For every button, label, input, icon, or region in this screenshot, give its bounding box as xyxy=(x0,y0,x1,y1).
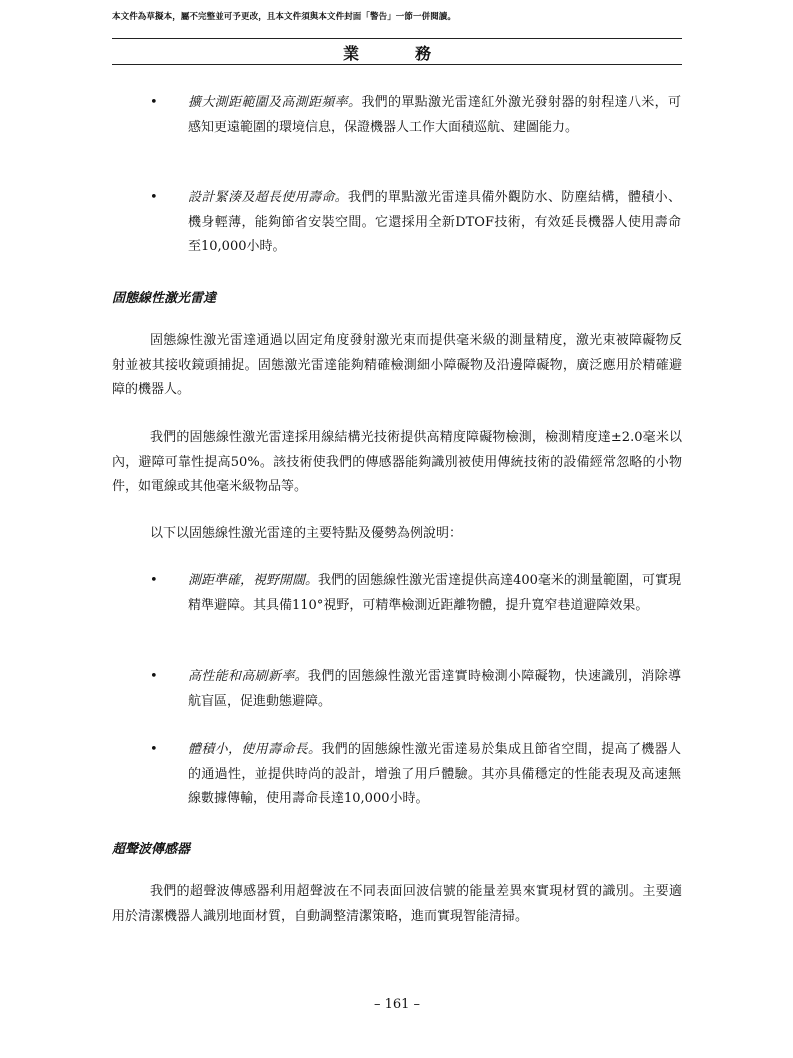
paragraph: 我們的超聲波傳感器利用超聲波在不同表面回波信號的能量差異來實現材質的識別。主要適用於清潔機器人識別地面材質，自動調整清潔策略，進而實現智能清掃。 xyxy=(112,884,682,924)
paragraph-intro: 以下以固態線性激光雷達的主要特點及優勢為例說明： xyxy=(150,526,463,541)
bullet-marker: • xyxy=(150,742,158,757)
section-heading-ultrasonic-sensor: 超聲波傳感器 xyxy=(112,842,191,857)
bullet-text: 我們的單點激光雷達紅外激光發射器的射程達八米，可感知更遠範圍的環境信息，保證機器人工作大面積巡航、建圖能力。 xyxy=(188,95,681,135)
paragraph: 固態線性激光雷達通過以固定角度發射激光束而提供毫米級的測量精度，激光束被障礙物反射並被其接收鏡頭捕捉。固態激光雷達能夠精確檢測細小障礙物及沿邊障礙物，廣泛應用於精確避障的機器人。 xyxy=(112,333,682,397)
bullet-item-3 xyxy=(188,569,681,618)
bullet-title: 測距準確，視野開闊。 xyxy=(188,573,319,588)
bullet-text: 我們的固態線性激光雷達易於集成且節省空間，提高了機器人的通過性，並提供時尚的設計，增強了用戶體驗。其亦具備穩定的性能表現及高速無線數據傳輸，使用壽命長達10,000小時。 xyxy=(188,742,681,806)
bullet-marker: • xyxy=(150,190,158,205)
bullet-text: 我們的單點激光雷達具備外觀防水、防塵結構，體積小、機身輕薄，能夠節省安裝空間。它還採用全新DTOF技術，有效延長機器人使用壽命至10,000小時。 xyxy=(188,190,681,254)
header-rule-top xyxy=(112,38,682,39)
bullet-marker: • xyxy=(150,573,158,588)
bullet-text: 我們的固態線性激光雷達實時檢測小障礙物，快速識別，消除導航盲區，促進動態避障。 xyxy=(188,669,681,709)
paragraph: 我們的固態線性激光雷達採用線結構光技術提供高精度障礙物檢測，檢測精度達±2.0毫米以內，避障可靠性提高50%。該技術使我們的傳感器能夠識別被使用傳統技術的設備經常忽略的小物件，如電線或其他毫米級物品等。 xyxy=(112,430,682,494)
bullet-marker: • xyxy=(150,95,158,110)
section-title: 業 務 xyxy=(342,44,451,63)
draft-notice: 本文件為草擬本，屬不完整並可予更改，且本文件須與本文件封面「警告」一節一併閱讀。 xyxy=(112,12,457,22)
bullet-title: 設計緊湊及超長使用壽命。 xyxy=(188,190,348,205)
section-heading-solid-state-lidar: 固態線性激光雷達 xyxy=(112,291,217,306)
bullet-item-4 xyxy=(188,665,681,714)
bullet-marker: • xyxy=(150,669,158,684)
bullet-item-5 xyxy=(188,738,681,812)
header-rule-bottom xyxy=(112,64,682,65)
bullet-item-1 xyxy=(188,91,681,140)
bullet-item-2 xyxy=(188,186,681,260)
bullet-title: 高性能和高刷新率。 xyxy=(188,669,308,684)
bullet-title: 體積小，使用壽命長。 xyxy=(188,742,322,757)
bullet-text: 我們的固態線性激光雷達提供高達400毫米的測量範圍，可實現精準避障。其具備110°視野，可精準檢測近距離物體，提升寬窄巷道避障效果。 xyxy=(188,573,681,613)
bullet-title: 擴大測距範圍及高測距頻率。 xyxy=(188,95,362,110)
page-number: – 161 – xyxy=(373,997,421,1012)
